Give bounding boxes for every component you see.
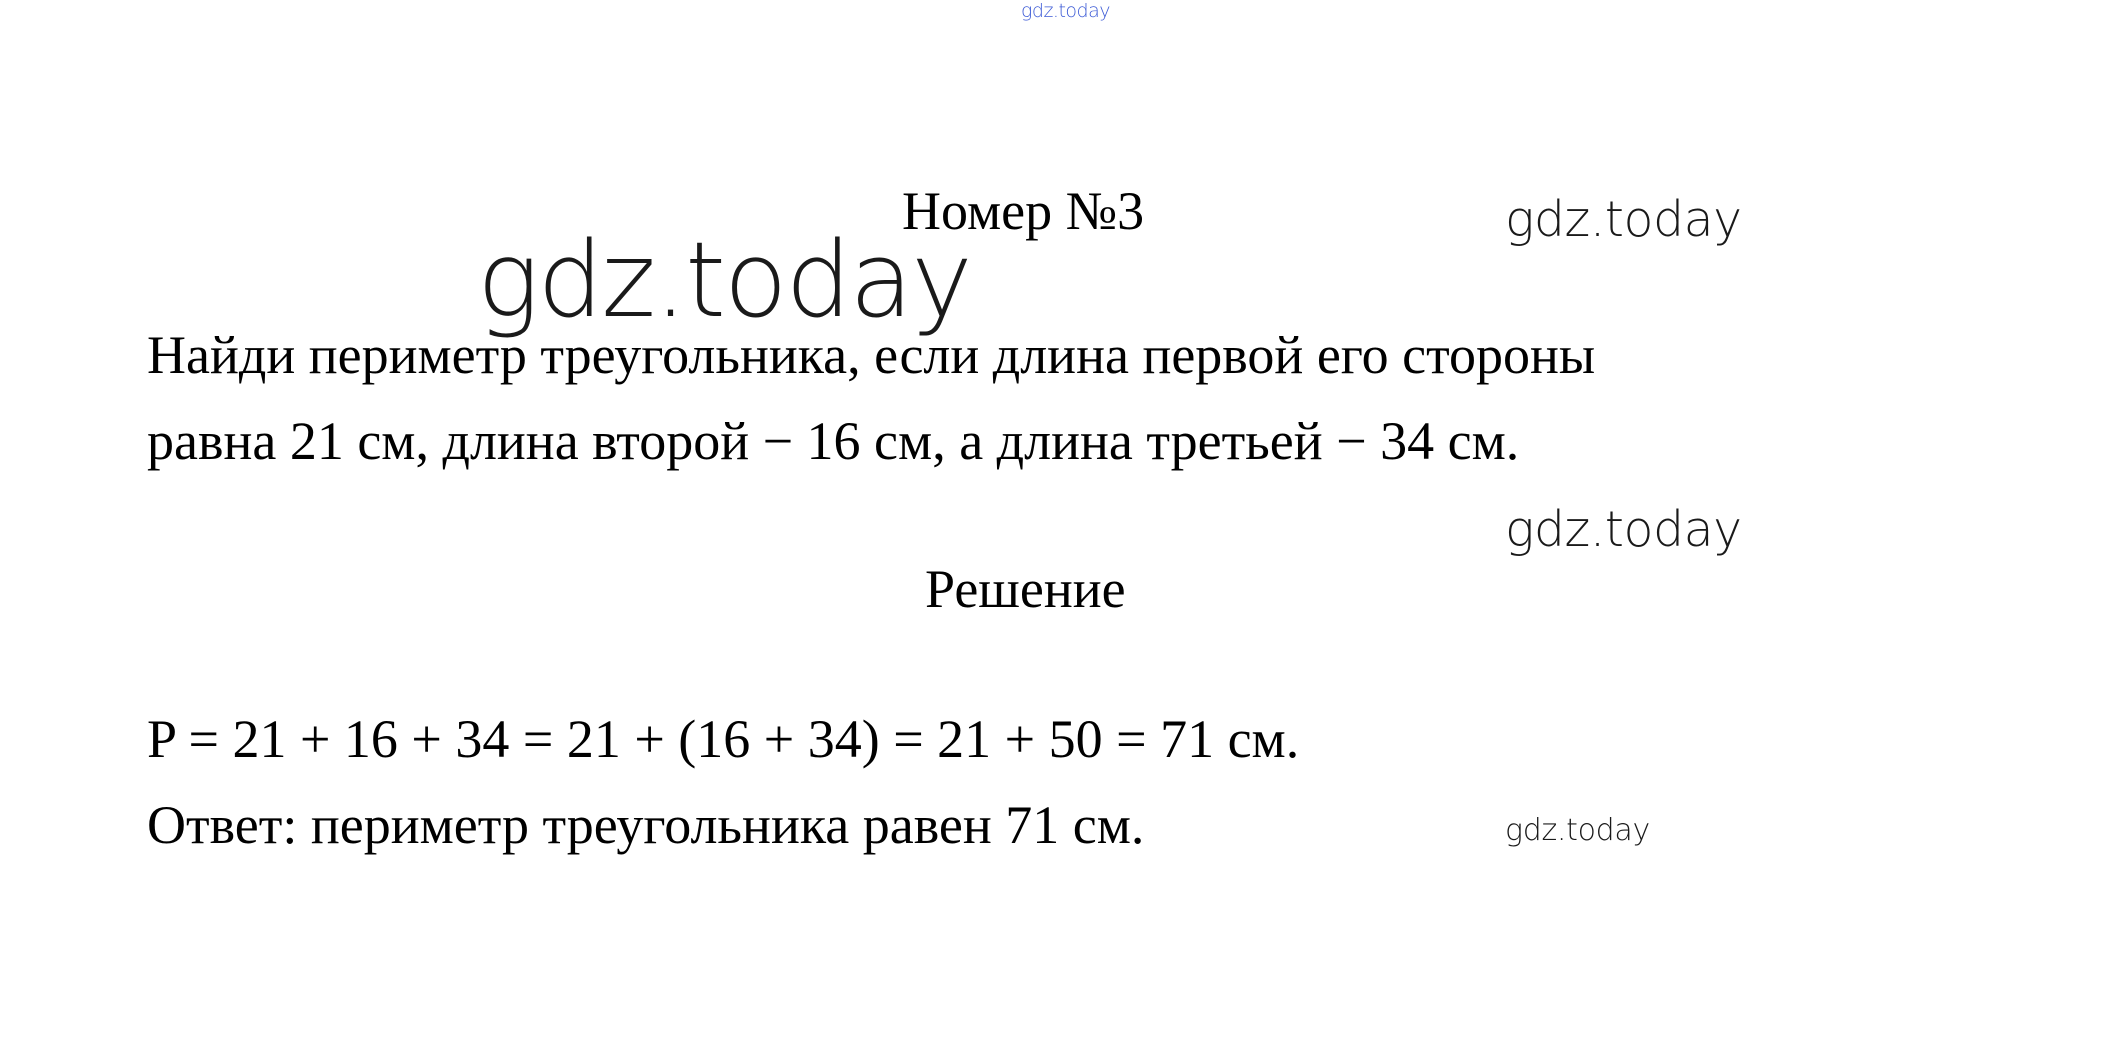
task-text-line-1: Найди периметр треугольника, если длина первой его стороны: [147, 325, 1596, 385]
task-title: Номер №3: [902, 181, 1145, 241]
watermark-right-2: gdz.today: [1505, 501, 1742, 558]
solution-heading: Решение: [925, 559, 1126, 619]
task-text-line-2: равна 21 см, длина второй − 16 см, а длина третьей − 34 см.: [147, 411, 1520, 471]
watermark-right-1: gdz.today: [1505, 191, 1742, 248]
watermark-big: gdz.today: [477, 219, 971, 341]
solution-calculation: P = 21 + 16 + 34 = 21 + (16 + 34) = 21 + 50 = 71 см.: [147, 709, 1300, 769]
solution-answer: Ответ: периметр треугольника равен 71 см.: [147, 795, 1145, 855]
watermark-right-small: gdz.today: [1505, 813, 1650, 848]
watermark-top: gdz.today: [1021, 0, 1110, 22]
